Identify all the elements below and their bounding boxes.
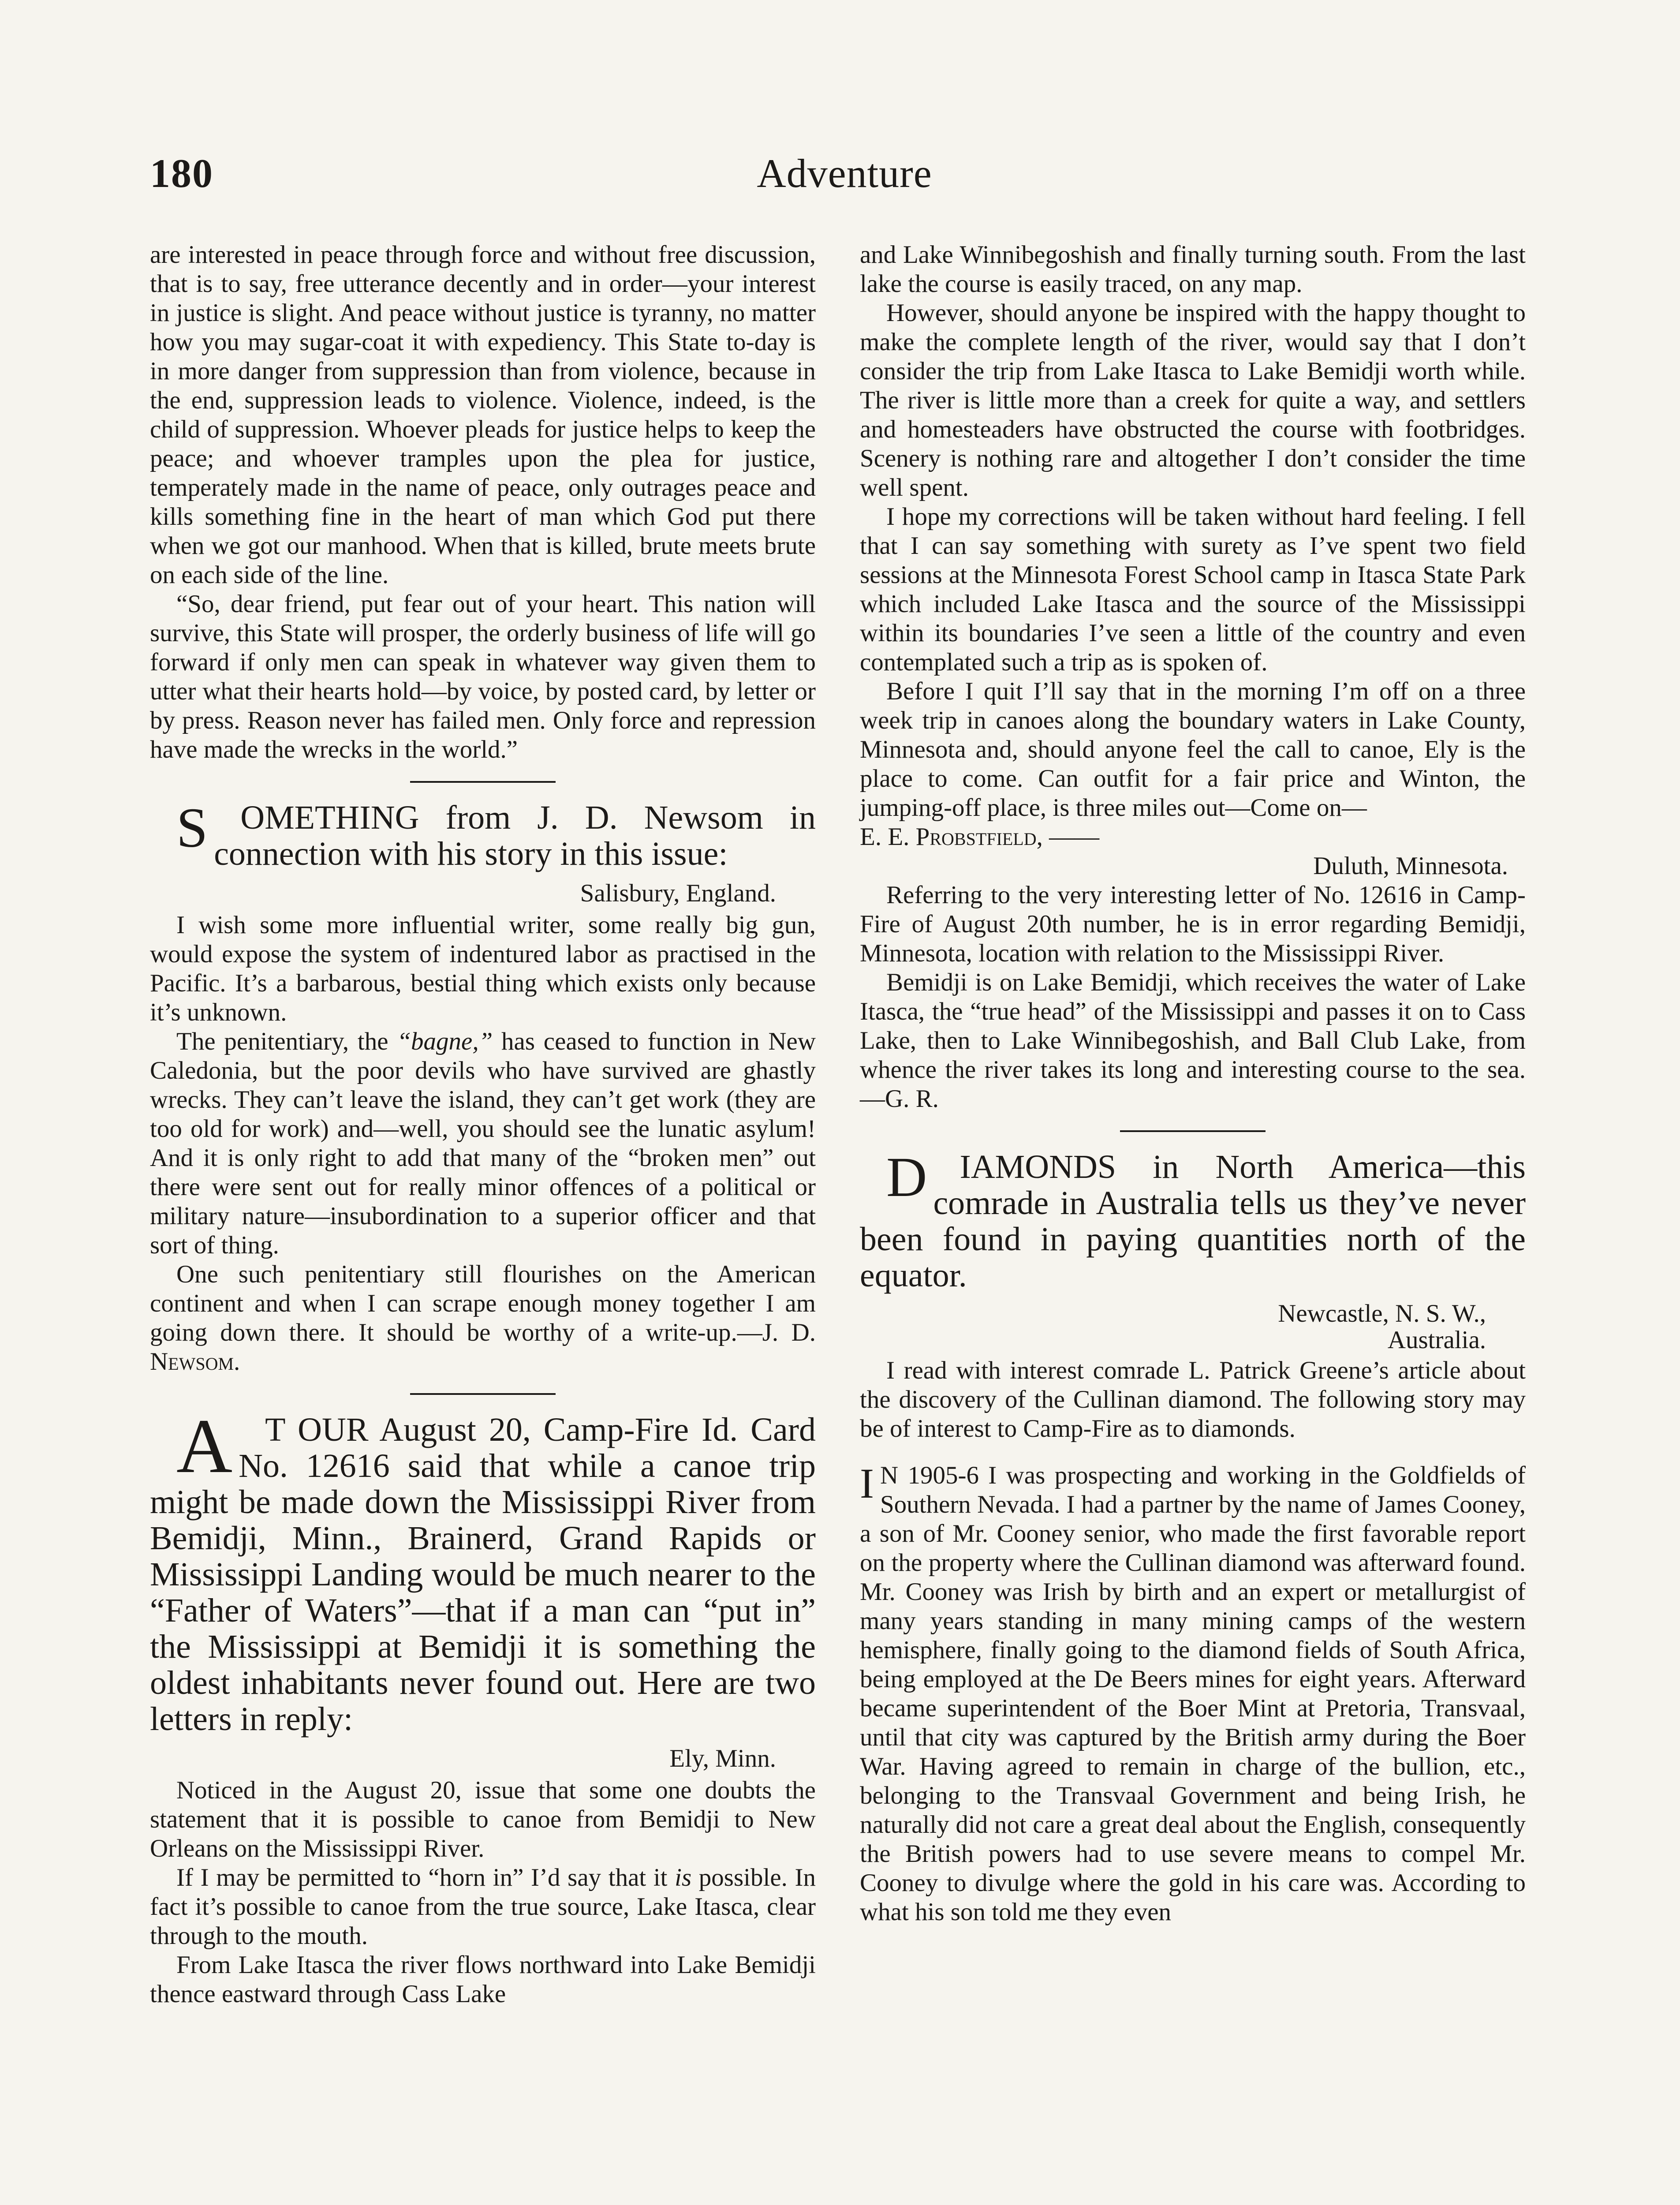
running-title: Adventure: [757, 151, 932, 196]
paragraph: [150, 1027, 816, 1260]
signature: E. E. Probstfield, ——: [860, 823, 1100, 851]
campfire-section: [150, 1403, 816, 2009]
section-intro: [150, 796, 816, 872]
paragraph: [150, 1260, 816, 1376]
text-span: One such penitentiary still flourishes on the American continent and when I can scrape enough money together I am going down there. It should be worthy of a write-up.—: [150, 1260, 816, 1346]
section-intro: [860, 1146, 1526, 1294]
signature-place: Duluth, Minnesota.: [1313, 852, 1508, 880]
text-span: The penitentiary, the: [176, 1028, 397, 1055]
paragraph: Referring to the very interesting letter of No. 12616 in Camp-Fire of August 20th number, he is in error regarding Bemidji, Minnesota, location with relation to the Mississippi River.: [860, 881, 1526, 967]
paragraph: [150, 1863, 816, 1951]
drop-cap: I: [860, 1460, 874, 1507]
drop-cap: D: [886, 1146, 927, 1208]
text-span: N 1905-6 I was prospecting and working in the Goldfields of Southern Nevada. I had a partner by the name of James Cooney, a son of Mr. Cooney senior, who made the first favorable report on the property where the Cullinan diamond was afterward found. Mr. Cooney was Irish by birth and an expert or metallurgist of many years standing in many mining camps of the western hemisphere, finally going to the diamond fields of South Africa, being employed at the De Beers mines for eight years. Afterward became superintendent of the Boer Mint at Pretoria, Transvaal, until that city was captured by the British army during the Boer War. Having agreed to remain in charge of the bullion, etc., belonging to the Transvaal Government and being Irish, he naturally did not care a great deal about the English, consequently the British powers had to use severe means to compel Mr. Cooney to divulge where the gold in his care was. According to what his son told me they even: [860, 1461, 1526, 1926]
intro-text: T OUR August 20, Camp-Fire Id. Card No. 12616 said that while a canoe trip might be made down the Mississippi River from Bemidji, Minn., Brainerd, Grand Rapids or Mississippi Landing would be much nearer to the “Father of Waters”—that if a man can “put in” the Mississippi at Bemidji it is something the oldest inhabitants never found out. Here are two letters in reply:: [150, 1411, 816, 1738]
paragraph: are interested in peace through force and without free discussion, that is to say, free utterance decently and in order—your interest in justice is slight. And peace without justice is tyranny, no matter how you may sugar-coat it with expediency. This State to-day is in more danger from suppression than from violence, because in the end, suppression leads to violence. Violence, indeed, is the child of suppression. Whoever pleads for justice helps to keep the peace; and whoever tramples upon the plea for justice, temperately made in the name of peace, only outrages peace and kills something fine in the heart of man which God put there when we got our manhood. When that is killed, brute meets brute on each side of the line.: [150, 241, 816, 589]
dateline: [860, 1301, 1526, 1353]
left-column: [150, 240, 816, 2009]
section-divider: [1120, 1130, 1266, 1132]
section-intro: [150, 1403, 816, 1738]
dateline-line: Newcastle, N. S. W.,: [1278, 1300, 1486, 1327]
page-header: [150, 146, 1539, 212]
paragraph: I read with interest comrade L. Patrick Greene’s article about the discovery of the Cullinan diamond. The following story may be of interest to Camp-Fire as to diamonds.: [860, 1357, 1526, 1443]
paragraph: “So, dear friend, put fear out of your heart. This nation will survive, this State will prosper, the orderly business of life will go forward if only men can speak in whatever way given them to utter what their hearts hold—by voice, by posted card, by letter or by press. Reason never has failed men. Only force and repression have made the wrecks in the world.”: [150, 590, 816, 763]
intro-text: OMETHING from J. D. Newsom in connection with his story in this issue:: [214, 799, 816, 872]
paragraph: and Lake Winnibegoshish and finally turning south. From the last lake the course is easily traced, on any map.: [860, 241, 1526, 298]
dateline: Salisbury, England.: [580, 879, 776, 907]
italic-text: is: [675, 1864, 692, 1891]
page-number: 180: [150, 151, 213, 196]
text-span: has ceased to function in New Caledonia, but the poor devils who have survived are ghastly wrecks. They can’t leave the island, they can’t get work (they are too old for work) and—well, you should see the lunatic asylum! And it is only right to add that many of the “broken men” out there were sent out for really minor offences of a political or military nature—insubordination to a superior officer and that sort of thing.: [150, 1028, 816, 1259]
dateline-line: Australia.: [1387, 1326, 1486, 1354]
paragraph: I wish some more influential writer, some really big gun, would expose the system of indentured labor as practised in the Pacific. It’s a barbarous, bestial thing which exists only because it’s unknown.: [150, 911, 816, 1026]
intro-text: IAMONDS in North America—this comrade in Australia tells us they’ve never been found in paying quantities north of the equator.: [860, 1148, 1526, 1294]
section-divider: [410, 1393, 556, 1395]
paragraph: Bemidji is on Lake Bemidji, which receives the water of Lake Itasca, the “true head” of the Mississippi and passes it on to Cass Lake, then to Lake Winnibegoshish, and Ball Club Lake, from whence the river takes its long and interesting course to the sea.—G. R.: [860, 968, 1526, 1113]
drop-cap: A: [176, 1403, 233, 1489]
paragraph: Noticed in the August 20, issue that some one doubts the statement that it is possible to canoe from Bemidji to New Orleans on the Mississippi River.: [150, 1776, 816, 1862]
paragraph: [860, 1461, 1526, 1927]
section-divider: [410, 781, 556, 783]
diamonds-section: [860, 1146, 1526, 1927]
right-column: [860, 240, 1526, 1927]
drop-cap: S: [176, 796, 208, 859]
text-span: possible. In fact it’s possible to canoe from the true source, Lake Itasca, clear through to the mouth.: [150, 1864, 816, 1950]
signature: J. D. Newsom.: [150, 1319, 816, 1375]
text-span: If I may be permitted to “horn in” I’d say that it: [176, 1864, 675, 1891]
paragraph: However, should anyone be inspired with the happy thought to make the complete length of the river, would say that I don’t consider the trip from Lake Itasca to Lake Bemidji worth while. The river is little more than a creek for quite a way, and settlers and homesteaders have obstructed the course with footbridges. Scenery is nothing rare and altogether I don’t consider the time well spent.: [860, 299, 1526, 501]
paragraph: I hope my corrections will be taken without hard feeling. I fell that I can say something with surety as I’ve spent two field sessions at the Minnesota Forest School camp in Itasca State Park which included Lake Itasca and the source of the Mississippi within its boundaries I’ve seen a little of the country and even contemplated such a trip as is spoken of.: [860, 503, 1526, 676]
paragraph: Before I quit I’ll say that in the morning I’m off on a three week trip in canoes along the boundary waters in Lake County, Minnesota and, should anyone feel the call to canoe, Ely is the place to come. Can outfit for a fair price and Winton, the jumping-off place, is three miles out—Come on—: [860, 677, 1526, 822]
italic-text: “bagne,”: [397, 1028, 493, 1055]
dateline: Ely, Minn.: [669, 1745, 776, 1772]
paragraph: From Lake Itasca the river flows northward into Lake Bemidji thence eastward through Cass Lake: [150, 1951, 816, 2008]
newsom-section: [150, 796, 816, 1376]
